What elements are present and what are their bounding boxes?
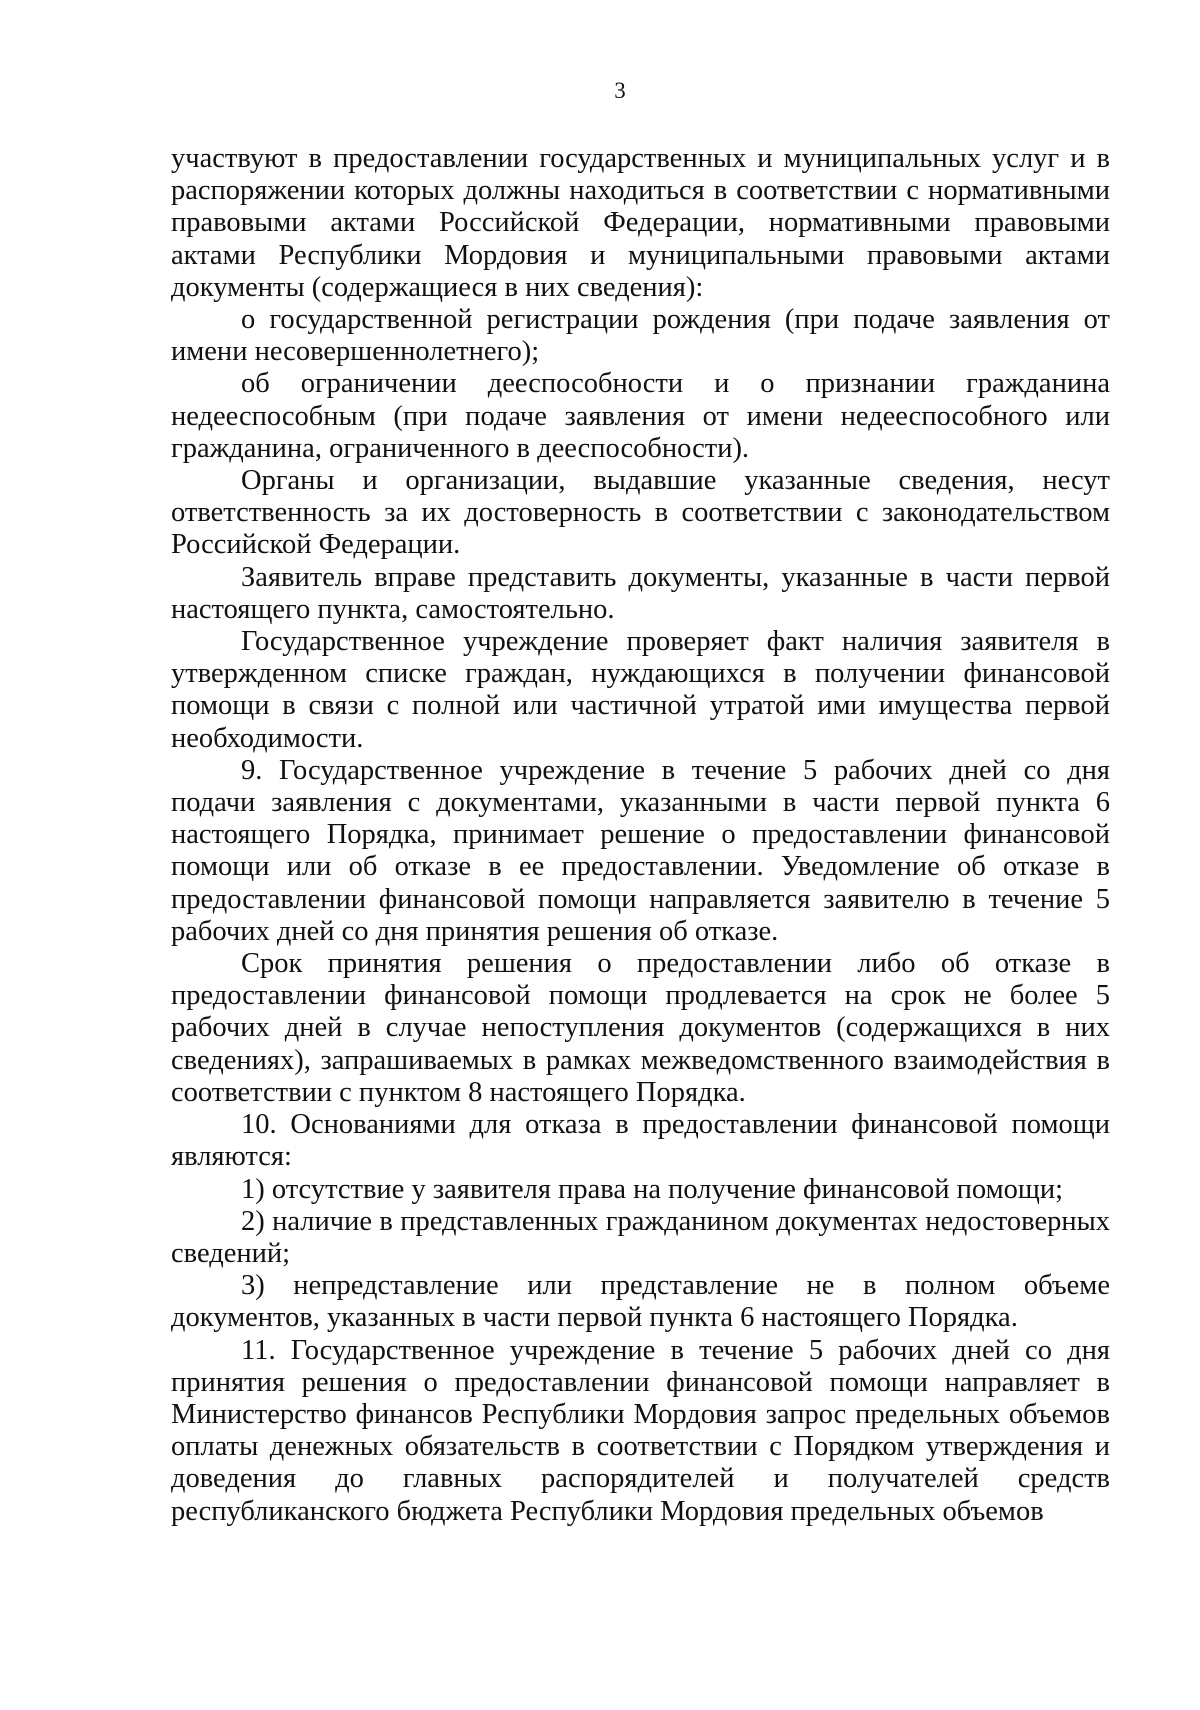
paragraph-applicant-right: Заявитель вправе представить документы, указанные в части первой настоящего пункта, самостоятельно. (171, 561, 1110, 625)
paragraph-legal-capacity: об ограничении дееспособности и о признании гражданина недееспособным (при подаче заявления от имени недееспособного или гражданина, ограниченного в дееспособности). (171, 368, 1110, 464)
page-number: 3 (614, 78, 626, 103)
document-body (171, 143, 1110, 1528)
paragraph-continuation: участвуют в предоставлении государственных и муниципальных услуг и в распоряжении которых должны находиться в соответствии с нормативными правовыми актами Российской Федерации, нормативными правовыми актами Республики Мордовия и муниципальными правовыми актами документы (содержащиеся в них сведения): (171, 143, 1110, 303)
paragraph-item-9: 9. Государственное учреждение в течение 5 рабочих дней со дня подачи заявления с документами, указанными в части первой пункта 6 настоящего Порядка, принимает решение о предоставлении финансовой помощи или об отказе в ее предоставлении. Уведомление об отказе в предоставлении финансовой помощи направляется заявителю в течение 5 рабочих дней со дня принятия решения об отказе. (171, 754, 1110, 947)
paragraph-list-check: Государственное учреждение проверяет факт наличия заявителя в утвержденном списке граждан, нуждающихся в получении финансовой помощи в связи с полной или частичной утратой ими имущества первой необходимости. (171, 626, 1110, 754)
paragraph-responsibility: Органы и организации, выдавшие указанные сведения, несут ответственность за их достоверность в соответствии с законодательством Российской Федерации. (171, 465, 1110, 561)
paragraph-item-10-2: 2) наличие в представленных гражданином документах недостоверных сведений; (171, 1205, 1110, 1269)
paragraph-item-11: 11. Государственное учреждение в течение 5 рабочих дней со дня принятия решения о предоставлении финансовой помощи направляет в Министерство финансов Республики Мордовия запрос предельных объемов оплаты денежных обязательств в соответствии с Порядком утверждения и доведения до главных распорядителей и получателей средств республиканского бюджета Республики Мордовия предельных объемов (171, 1334, 1110, 1527)
paragraph-item-10: 10. Основаниями для отказа в предоставлении финансовой помощи являются: (171, 1109, 1110, 1173)
paragraph-item-10-1: 1) отсутствие у заявителя права на получение финансовой помощи; (241, 1173, 1064, 1205)
paragraph-term-extension: Срок принятия решения о предоставлении либо об отказе в предоставлении финансовой помощи продлевается на срок не более 5 рабочих дней в случае непоступления документов (содержащихся в них сведениях), запрашиваемых в рамках межведомственного взаимодействия в соответствии с пунктом 8 настоящего Порядка. (171, 948, 1110, 1108)
paragraph-item-10-3: 3) непредставление или представление не в полном объеме документов, указанных в части первой пункта 6 настоящего Порядка. (171, 1270, 1110, 1334)
paragraph-birth-registration: о государственной регистрации рождения (при подаче заявления от имени несовершеннолетнего); (171, 304, 1110, 368)
